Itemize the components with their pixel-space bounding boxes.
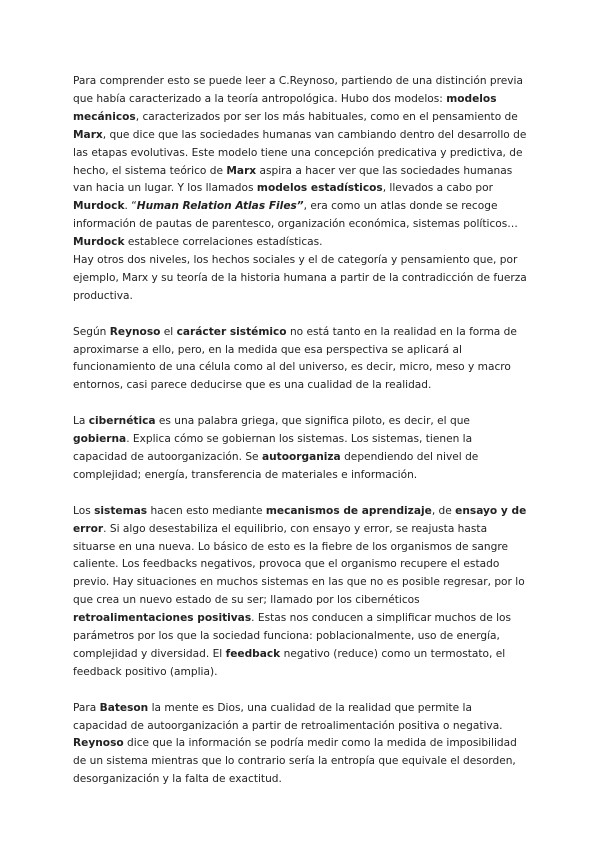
paragraph [73,700,528,790]
bold-term: carácter sistémico [176,325,287,338]
bold-term: Bateson [99,701,149,714]
text-run: Hay otros dos niveles, los hechos sociales y el de categoría y pensamiento que, por ejemplo, Marx y su teoría de la historia humana a partir de la contradicción de fuerza productiva. [73,254,527,302]
text-run: . Explica cómo se gobiernan los sistemas. Los sistemas, tienen la capacidad de autoorganización. Se [73,433,473,463]
bold-term: modelos mecánicos [73,92,497,123]
paragraph-line [73,73,528,252]
bold-term: retroalimentaciones positivas [73,612,252,625]
text-run: aspira a hacer ver que las sociedades humanas van hacia un lugar. Y los llamados [73,164,513,195]
text-run: la mente es Dios, una cualidad de la realidad que permite la capacidad de autoorganización a partir de retroalimentación positiva o negativa. [73,701,503,732]
bold-term: Reynoso [109,325,161,338]
text-run: La [73,415,89,428]
text-run: el [160,325,177,338]
bold-term: gobierna [73,433,127,446]
paragraph-line [73,252,528,306]
text-run: no está tanto en la realidad en la forma de aproximarse a ello, pero, en la medida que esa perspectiva se aplicará al funcionamiento de una célula como al del universo, es decir, micro, meso y macro entornos, casi parece deducirse que es una cualidad de la realidad. [73,325,517,392]
text-run: Para [73,701,100,714]
bold-term: Murdock [73,200,125,213]
text-run: Según [73,325,110,338]
bold-term: Reynoso [73,737,124,750]
bold-term: Marx [226,164,257,177]
text-run: dependiendo del nivel de complejidad; energía, transferencia de materiales e información. [73,451,479,481]
bold-term: cibernética [88,415,156,428]
bold-term: autoorganiza [261,451,341,463]
text-run: , era como un atlas donde se recoge información de pautas de parentesco, organización económica, sistemas políticos… [73,200,518,231]
bold-term: feedback [225,647,281,660]
paragraph-line [73,700,528,790]
text-run: es una palabra griega, que significa piloto, es decir, el que [155,415,470,428]
text-run: Para comprender esto se puede leer a C.Reynoso, partiendo de una distinción previa que había caracterizado a la teoría antropológica. Hubo dos modelos: [73,75,523,105]
paragraph [73,503,528,682]
text-run: , de [431,504,456,517]
paragraph-line [73,324,528,396]
text-run: hacen esto mediante [147,504,266,517]
bold-term: ensayo y de error [73,504,527,535]
bold-term: sistemas [94,504,148,517]
text-run: negativo (reduce) como un termostato, el feedback positivo (amplia). [73,647,506,678]
document-page [73,73,528,807]
text-run: , que dice que las sociedades humanas van cambiando dentro del desarrollo de las etapas evolutivas. Este modelo tiene una concepción predicativa y predictiva, de hecho, el sistema teórico de [73,128,527,177]
text-run: , caracterizados por ser los más habituales, como en el pensamiento de [135,110,518,123]
paragraph [73,324,528,396]
paragraph [73,73,528,306]
text-run: Los [73,504,95,517]
bold-term: Marx [73,128,103,141]
paragraph-line [73,413,528,485]
text-run: , llevados a cabo por [382,182,493,195]
text-run: establece correlaciones estadísticas. [124,236,323,249]
bold-term: Human Relation Atlas Files” [136,200,304,213]
paragraph-line [73,503,528,682]
text-run: dice que la información se podría medir como la medida de imposibilidad de un sistema mientras que lo contrario sería la entropía que equivale el desorden, desorganización y la falta de exactitud. [73,737,517,786]
paragraph [73,413,528,485]
text-run: . “ [124,200,137,213]
text-run: . Estas nos conducen a simplificar muchos de los parámetros por los que la sociedad funciona: poblacionalmente, uso de energía, complejidad y diversidad. El [73,612,512,660]
text-run: . Si algo desestabiliza el equilibrio, con ensayo y error, se reajusta hasta situarse en una nueva. Lo básico de esto es la fiebre de los organismos de sangre caliente. Los feedbacks negativos, provoca que el organismo recupere el estado previo. Hay situaciones en muchos sistemas en las que no es posible regresar, por lo que crea un nuevo estado de su ser; llamado por los cibernéticos [73,522,525,607]
bold-term: Murdock [73,236,125,249]
bold-term: mecanismos de aprendizaje [265,504,432,517]
bold-term: modelos estadísticos [256,182,383,195]
